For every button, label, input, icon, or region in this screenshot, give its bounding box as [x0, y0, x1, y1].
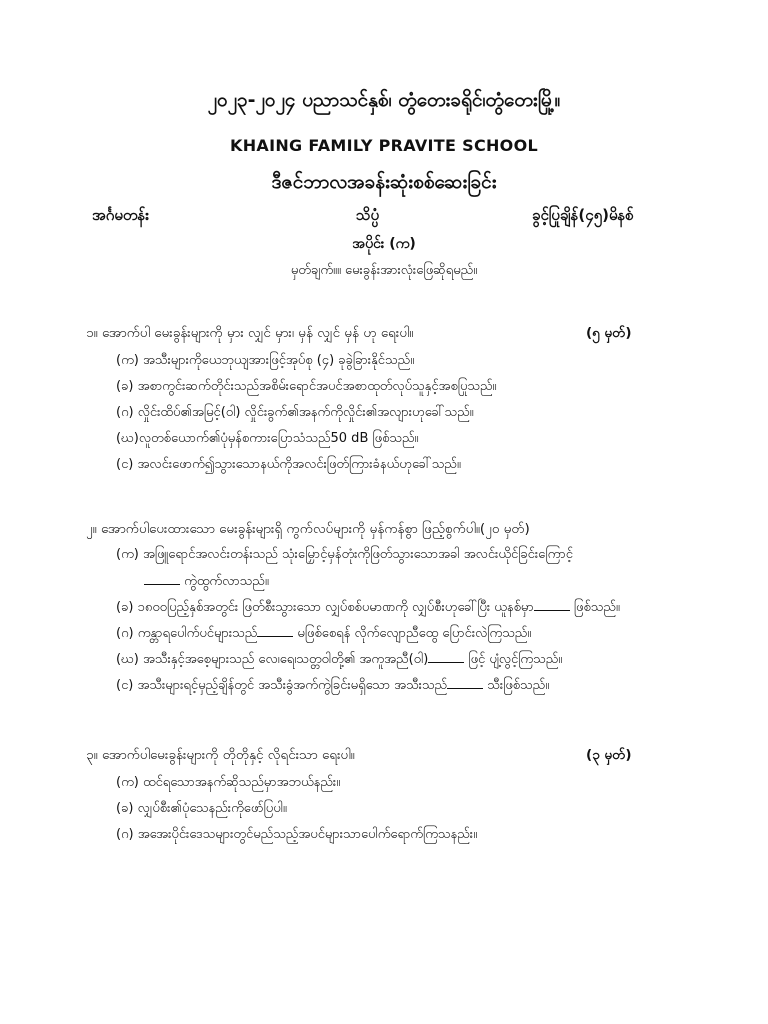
question-1-title: ၁။ အောက်ပါ မေးခွန်းများကို မှား လျှင် မှား၊ မှန် လျှင် မှန် ဟု ရေးပါ။: [86, 325, 414, 341]
question-2-item-a: (က) အဖြူရောင်အလင်းတန်းသည် သုံးမြှောင့်မှန်တုံးကိုဖြတ်သွားသောအခါ အလင်းယိုင်ခြင်းကြောင့်: [116, 547, 573, 562]
question-2-item-b: (ခ) ၁၈ဝ၀ပြည့်နှစ်အတွင်း ဖြတ်စီးသွားသော လျှပ်စစ်ပမာဏကို လျှပ်စီးဟုခေါ်ပြီး ယူနစ်မှာ ဖြစ်သည်။: [116, 600, 620, 615]
question-3-marks: (၃ မှတ်): [586, 747, 632, 763]
question-2-item-a-continued: ကွဲထွက်လာသည်။: [144, 572, 269, 592]
instruction-note: မှတ်ချက်။။ မေးခွန်းအားလုံးဖြေဆိုရမည်။: [290, 263, 478, 278]
question-2-item-e: (င) အသီးများရင့်မှည့်ချိန်တွင် အသီးခွံအက်ကွဲခြင်းမရှိသော အသီးသည် သီးဖြစ်သည်။: [116, 678, 550, 693]
question-1-marks: (၅ မှတ်): [586, 325, 632, 341]
answer-blank[interactable]: [428, 650, 464, 663]
question-2-item-c: (ဂ) ကန္တာရပေါက်ပင်များသည် မဖြစ်စေရန် လိုက်လျောညီထွေ ပြောင်းလဲကြသည်။: [116, 626, 532, 641]
answer-blank[interactable]: [447, 676, 483, 689]
question-3-title: ၃။ အောက်ပါမေးခွန်းများကို တိုတိုနှင့် လိုရင်းသာ ရေးပါ။: [86, 747, 355, 763]
question-2-title: ၂။ အောက်ပါပေးထားသော မေးခွန်းများရှိ ကွက်လပ်များကို မှန်ကန်စွာ ဖြည့်စွက်ပါ။(၂၀ မှတ်): [86, 521, 530, 537]
question-1-item: (ဃ)လူတစ်ယောက်၏ပုံမှန်စကားပြောသံသည်50 dB ဖြစ်သည်။: [116, 431, 419, 446]
question-3-item: (ခ) လျှပ်စီး၏ပုံသေနည်းကိုဖော်ပြပါ။: [116, 801, 287, 816]
grade-label: အင်္ဂမတန်း: [92, 206, 150, 224]
time-allowed-label: ခွင့်ပြုချိန်(၄၅)မိနစ်: [532, 206, 634, 224]
question-3-item: (က) ထင်ရသောအနက်ဆိုသည်မှာအဘယ်နည်း။: [116, 775, 341, 790]
question-1-item: (င) အလင်းဖောက်၍သွားသောနယ်ကိုအလင်းဖြတ်ကြားခံနယ်ဟုခေါ်သည်။: [116, 457, 461, 472]
question-1-item: (ဂ) လှိုင်းထိပ်၏အမြင့်(ဝါ) လှိုင်းခွက်၏အနက်ကိုလှိုင်း၏အလျားဟုခေါ်သည်။: [116, 405, 474, 420]
school-name: KHAING FAMILY PRAVITE SCHOOL: [230, 136, 538, 155]
exam-name: ဒီဇင်ဘာလအခန်းဆုံးစစ်ဆေးခြင်း: [271, 171, 497, 193]
question-1-item: (ခ) အစာကွင်းဆက်တိုင်းသည်အစိမ်းရောင်အပင်အစာထုတ်လုပ်သူနှင့်အစပြုသည်။: [116, 379, 497, 394]
subject-label: သိပ္ပံ: [356, 206, 380, 224]
question-2-item-d: (ဃ) အသီးနှင့်အစေ့များသည် လေ၊ရေ၊သတ္တဝါတို့၏ အကူအညီ(ဝါ) ဖြင့် ပျံ့လွင့်ကြသည်။: [116, 652, 563, 667]
answer-blank[interactable]: [257, 624, 293, 637]
question-1-item: (က) အသီးများကိုယေဘုယျအားဖြင့်အုပ်စု (၄) ခုခွဲခြားနိုင်သည်။: [116, 353, 415, 368]
answer-blank[interactable]: [534, 598, 570, 611]
part-label: အပိုင်း (က): [352, 236, 416, 252]
exam-year-location-title: ၂၀၂၃-၂၀၂၄ ပညာသင်နှစ်၊ တွံတေးခရိုင်၊တွံတေးမြို့။: [207, 89, 561, 111]
answer-blank[interactable]: [144, 572, 180, 585]
question-3-item: (ဂ) အအေးပိုင်းဒေသများတွင်မည်သည့်အပင်များသာပေါက်ရောက်ကြသနည်း။: [116, 827, 478, 842]
